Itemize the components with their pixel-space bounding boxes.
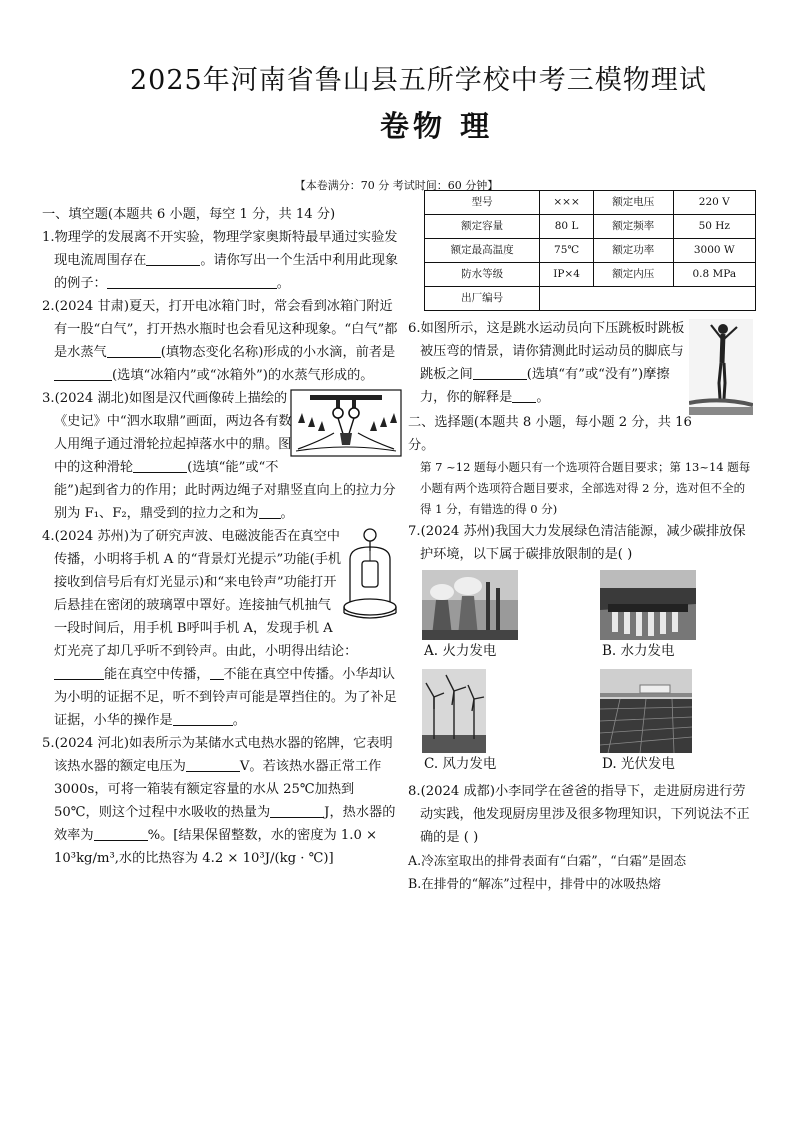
right-column bbox=[408, 190, 753, 895]
table-cell: ××× bbox=[540, 191, 594, 215]
q4-text-d: 。 bbox=[232, 713, 246, 728]
table-row bbox=[425, 191, 756, 215]
table-cell: 额定容量 bbox=[425, 215, 540, 239]
q2-text-c: (选填“冰箱内”或“冰箱外”)的水蒸气形成的。 bbox=[112, 368, 374, 383]
q5-text-b: V。若该热水器正常工作 3000s，可将一箱装有额定容量的水从 25℃加热到 50℃，则这个过程中水吸收的热量为 bbox=[54, 759, 382, 820]
question-5 bbox=[42, 732, 402, 870]
q2-text-b: (填物态变化名称)形成的小水滴，前者是 bbox=[160, 345, 396, 360]
question-2 bbox=[42, 295, 402, 387]
table-row bbox=[425, 287, 756, 311]
q3-blank-1[interactable] bbox=[133, 457, 187, 473]
q6-text-c: 。 bbox=[536, 390, 550, 405]
q1-blank-2[interactable] bbox=[107, 273, 277, 289]
q3-text-a: 3.(2024 湖北)如图是汉代画像砖上描绘的《史记》中“泗水取鼎”画面，两边各有数人用绳子通过滑轮拉起掉落水中的鼎。图中的这种滑轮 bbox=[42, 391, 292, 475]
option-b[interactable] bbox=[600, 570, 770, 663]
option-b-label: B. 水力发电 bbox=[602, 643, 675, 659]
q2-text-a: 2.(2024 甘肃)夏天，打开电冰箱门时，常会看到冰箱门附近有一股“白气”，打开热水瓶时也会看见这种现象。“白气”都是水蒸气 bbox=[42, 299, 398, 360]
table-cell bbox=[540, 287, 756, 311]
q4-blank-1[interactable] bbox=[54, 664, 104, 680]
q5-text-c: J，热水器的效率为 bbox=[54, 805, 396, 843]
q3-text-c: 。 bbox=[280, 506, 294, 521]
section1-heading: 一、填空题(本题共 6 小题，每空 1 分，共 14 分) bbox=[42, 207, 336, 222]
q8-option-b[interactable]: B.在排骨的“解冻”过程中，排骨中的冰吸热熔 bbox=[408, 876, 661, 891]
option-d[interactable] bbox=[600, 669, 770, 776]
solar-panel-photo bbox=[600, 669, 692, 753]
q6-blank-2[interactable] bbox=[512, 387, 536, 403]
q7-options-grid bbox=[422, 570, 753, 776]
section2-heading: 二、选择题(本题共 8 小题，每小题 2 分，共 16 分。 bbox=[408, 415, 692, 453]
exam-title-line1: 2025年河南省鲁山县五所学校中考三模物理试 bbox=[130, 65, 707, 96]
nameplate-table bbox=[424, 190, 756, 311]
exam-title-line2: 卷物 理 bbox=[380, 109, 494, 143]
q2-blank-1[interactable] bbox=[107, 342, 161, 358]
pulley-figure bbox=[302, 389, 402, 465]
table-cell: 额定最高温度 bbox=[425, 239, 540, 263]
q6-blank-1[interactable] bbox=[473, 364, 527, 380]
option-a-label: A. 火力发电 bbox=[424, 643, 497, 659]
option-c-label: C. 风力发电 bbox=[424, 756, 497, 772]
question-1 bbox=[42, 226, 402, 295]
hydro-dam-photo bbox=[600, 570, 696, 640]
q4-text-a: 4.(2024 苏州)为了研究声波、电磁波能否在真空中传播，小明将手机 A 的“背景灯光提示”功能(手机接收到信号后有灯光显示)和“来电铃声”功能打开后悬挂在密闭的玻璃罩中罩好。连接抽气机抽气一段时间后，用手机 B呼叫手机 A，发现手机 A灯光亮了却几乎听不到铃声。由此，小明得出结论： bbox=[42, 529, 358, 659]
q5-text-d: %。[结果保留整数，水的密度为 1.0 × 10³kg/m³,水的比热容为 4.2 × 10³J/(kg · ℃)] bbox=[54, 828, 378, 866]
table-cell: 额定电压 bbox=[593, 191, 673, 215]
q1-text-b: 。请你写出一个生活中利用此现象的例子： bbox=[54, 253, 399, 291]
q4-blank-3[interactable] bbox=[173, 710, 233, 726]
table-cell: 220 V bbox=[673, 191, 755, 215]
table-cell: 防水等级 bbox=[425, 263, 540, 287]
table-cell: IP×4 bbox=[540, 263, 594, 287]
question-8: 8.(2024 成都)小李同学在爸爸的指导下，走进厨房进行劳动实践，他发现厨房里涉及很多物理知识，下列说法不正确的是 ( ) bbox=[408, 784, 750, 845]
q8-option-a[interactable]: A.冷冻室取出的排骨表面有“白霜”，“白霜”是固态 bbox=[408, 853, 687, 868]
left-column bbox=[42, 203, 402, 870]
exam-info: 【本卷满分：70 分 考试时间：60 分钟】 bbox=[294, 179, 499, 192]
table-row bbox=[425, 239, 756, 263]
q2-blank-2[interactable] bbox=[54, 365, 112, 381]
q4-text-c: 不能在真空中传播。小华却认为小明的证据不足，听不到铃声可能是罩挡住的。为了补足证据，小华的操作是 bbox=[54, 667, 397, 728]
table-cell: 额定频率 bbox=[593, 215, 673, 239]
question-6 bbox=[408, 317, 753, 409]
q3-blank-2[interactable] bbox=[259, 503, 281, 519]
diver-figure bbox=[701, 319, 753, 423]
table-row bbox=[425, 263, 756, 287]
question-4 bbox=[42, 525, 402, 732]
q1-blank-1[interactable] bbox=[146, 250, 200, 266]
table-cell: 80 L bbox=[540, 215, 594, 239]
table-cell: 型号 bbox=[425, 191, 540, 215]
table-cell: 额定内压 bbox=[593, 263, 673, 287]
table-cell: 3000 W bbox=[673, 239, 755, 263]
table-cell: 0.8 MPa bbox=[673, 263, 755, 287]
question-7: 7.(2024 苏州)我国大力发展绿色清洁能源，减少碳排放保护环境，以下属于碳排放限制的是( ) bbox=[408, 524, 746, 562]
option-d-label: D. 光伏发电 bbox=[602, 756, 675, 772]
q5-blank-2[interactable] bbox=[270, 802, 324, 818]
thermal-plant-photo bbox=[422, 570, 518, 640]
q1-text-a: 1.物理学的发展离不开实验，物理学家奥斯特最早通过实验发现电流周围存在 bbox=[42, 230, 398, 268]
q5-blank-1[interactable] bbox=[186, 756, 240, 772]
table-row bbox=[425, 215, 756, 239]
table-cell: 75℃ bbox=[540, 239, 594, 263]
q5-text-a: 5.(2024 河北)如表所示为某储水式电热水器的铭牌，它表明该热水器的额定电压为 bbox=[42, 736, 393, 774]
q5-blank-3[interactable] bbox=[94, 825, 148, 841]
q6-text-a: 6.如图所示，这是跳水运动员向下压跳板时跳板被压弯的情景，请你猜测此时运动员的脚底与跳板之间 bbox=[408, 321, 685, 382]
q4-text-b: 能在真空中传播， bbox=[104, 667, 210, 682]
table-cell: 出厂编号 bbox=[425, 287, 540, 311]
question-3 bbox=[42, 387, 402, 525]
table-cell: 50 Hz bbox=[673, 215, 755, 239]
option-a[interactable] bbox=[422, 570, 592, 663]
table-cell: 额定功率 bbox=[593, 239, 673, 263]
section2-note: 第 7 ~12 题每小题只有一个选项符合题目要求；第 13~14 题每小题有两个选项符合题目要求，全部选对得 2 分，选对但不全的得 1 分，有错选的得 0 分) bbox=[420, 460, 751, 516]
q3-text-b: (选填“能”或“不能”)起到省力的作用；此时两边绳子对鼎竖直向上的拉力分别为 F₁、F₂，鼎受到的拉力之和为 bbox=[54, 460, 396, 521]
bell-jar-figure bbox=[350, 527, 402, 627]
q6-text-b: (选填“有”或“没有”)摩擦力，你的解释是 bbox=[420, 367, 670, 405]
q4-blank-2[interactable] bbox=[210, 664, 224, 680]
q1-text-c: 。 bbox=[276, 276, 290, 291]
wind-turbine-photo bbox=[422, 669, 486, 753]
option-c[interactable] bbox=[422, 669, 592, 776]
